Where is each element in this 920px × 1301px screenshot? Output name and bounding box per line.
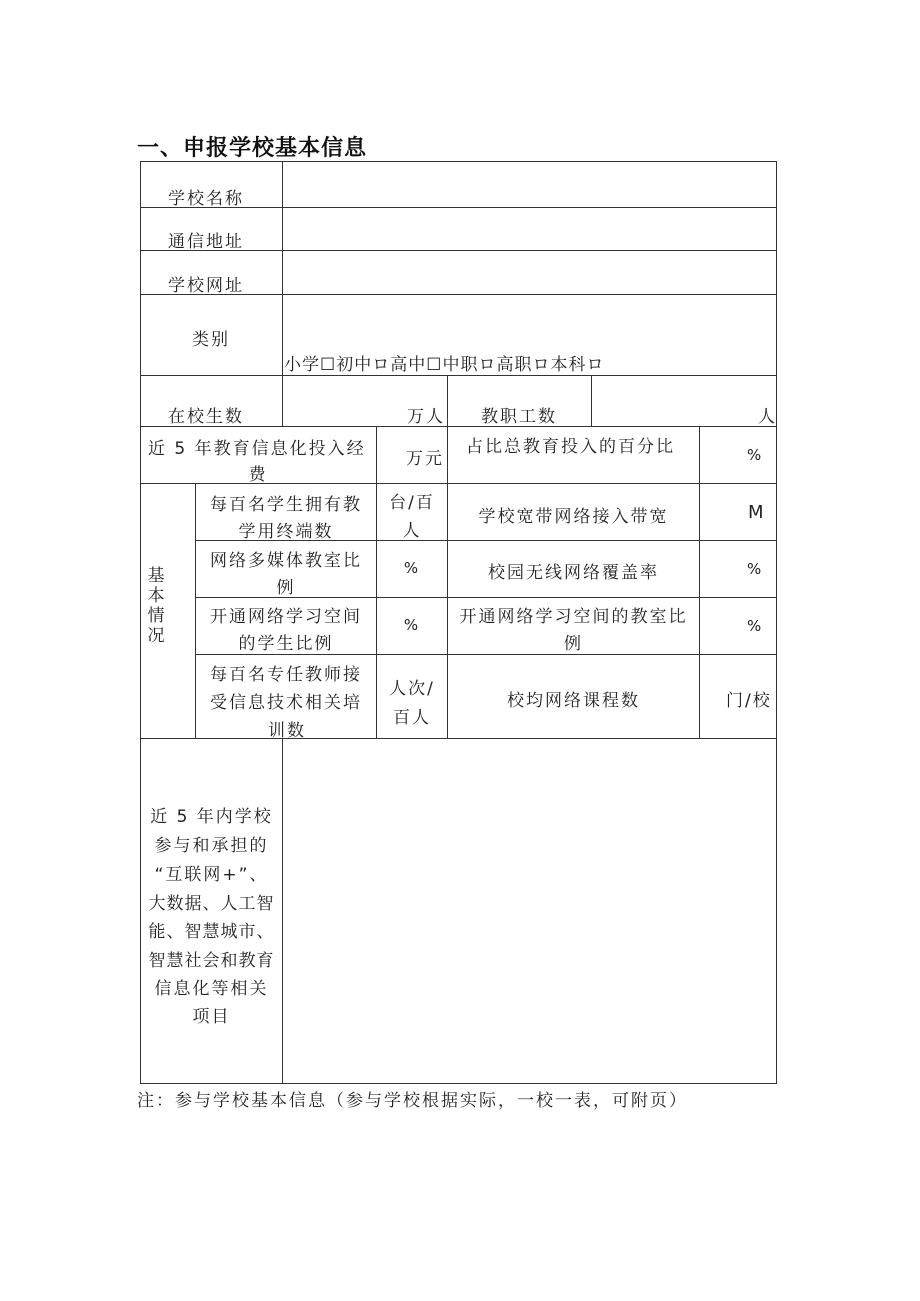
students-label: 在校生数 <box>168 407 244 427</box>
section-title: 一、申报学校基本信息 <box>137 136 368 161</box>
footnote: 注：参与学校基本信息（参与学校根据实际，一校一表，可附页） <box>137 1091 688 1111</box>
col-divider <box>282 738 283 1084</box>
col-divider <box>376 426 377 483</box>
address-label: 通信地址 <box>168 232 244 252</box>
space-students-unit: % <box>403 616 421 634</box>
multimedia-label-line2: 例 <box>276 578 296 598</box>
multimedia-unit: % <box>403 559 421 577</box>
staff-label: 教职工数 <box>481 407 557 427</box>
wifi-unit: % <box>747 560 764 578</box>
space-class-line1: 开通网络学习空间的教室比 <box>459 607 688 627</box>
col-divider <box>282 161 283 426</box>
school-name-label: 学校名称 <box>168 189 244 209</box>
row-divider <box>140 375 777 376</box>
col-divider <box>447 375 448 426</box>
invest-label-line1: 近 5 年教育信息化投入经 <box>148 439 366 459</box>
table-border-right <box>776 161 777 1084</box>
training-label-line3: 训数 <box>268 721 306 741</box>
courses-unit: 门/校 <box>726 691 772 711</box>
courses-label: 校均网络课程数 <box>507 691 640 711</box>
multimedia-label-line1: 网络多媒体教室比 <box>210 551 362 571</box>
bandwidth-unit: M <box>748 502 766 523</box>
projects-label-line: 能、智慧城市、 <box>148 922 275 942</box>
basic-group-label: 基本情况 <box>147 566 165 646</box>
table-border-top <box>140 161 777 162</box>
projects-label-line: 参与和承担的 <box>154 836 269 856</box>
row-divider <box>195 654 777 655</box>
training-unit-line1: 人次/ <box>389 679 435 699</box>
projects-label-line: “互联网+”、 <box>154 865 269 885</box>
training-unit-line2: 百人 <box>393 708 431 728</box>
col-divider <box>699 483 700 738</box>
invest-pct-unit: % <box>747 446 764 464</box>
bandwidth-label: 学校宽带网络接入带宽 <box>478 507 669 527</box>
space-students-line2: 的学生比例 <box>238 634 334 654</box>
row-divider <box>140 738 777 739</box>
projects-label-line: 项目 <box>192 1007 231 1027</box>
col-divider <box>699 426 700 483</box>
space-class-line2: 例 <box>564 634 583 654</box>
projects-label-line: 近 5 年内学校 <box>150 807 273 827</box>
terminals-label-line2: 学用终端数 <box>238 522 334 542</box>
space-class-unit: % <box>747 617 764 635</box>
website-label: 学校网址 <box>168 276 244 296</box>
projects-label-line: 智慧社会和教育 <box>148 951 275 971</box>
training-label-line2: 受信息技术相关培 <box>210 693 362 713</box>
wifi-label: 校园无线网络覆盖率 <box>488 563 659 583</box>
invest-pct-label: 占比总教育投入的百分比 <box>466 437 675 457</box>
table-border-bottom <box>140 1083 777 1084</box>
terminals-unit-line2: 人 <box>402 521 422 541</box>
training-label-line1: 每百名专任教师接 <box>210 665 362 685</box>
terminals-label-line1: 每百名学生拥有教 <box>210 495 362 515</box>
invest-label-line2: 费 <box>248 465 268 485</box>
space-students-line1: 开通网络学习空间 <box>210 607 362 627</box>
staff-unit: 人 <box>758 407 777 427</box>
projects-label-line: 大数据、人工智 <box>148 894 275 914</box>
col-divider <box>447 426 448 483</box>
col-divider <box>591 375 592 426</box>
invest-unit: 万元 <box>406 449 444 469</box>
students-unit: 万人 <box>407 407 445 427</box>
category-label: 类别 <box>192 330 230 350</box>
category-options[interactable]: 小学☐初中ロ高中☐中职ロ高职ロ本科ロ <box>284 355 605 375</box>
projects-label-line: 信息化等相关 <box>154 979 269 999</box>
terminals-unit-line1: 台/百 <box>389 493 435 513</box>
